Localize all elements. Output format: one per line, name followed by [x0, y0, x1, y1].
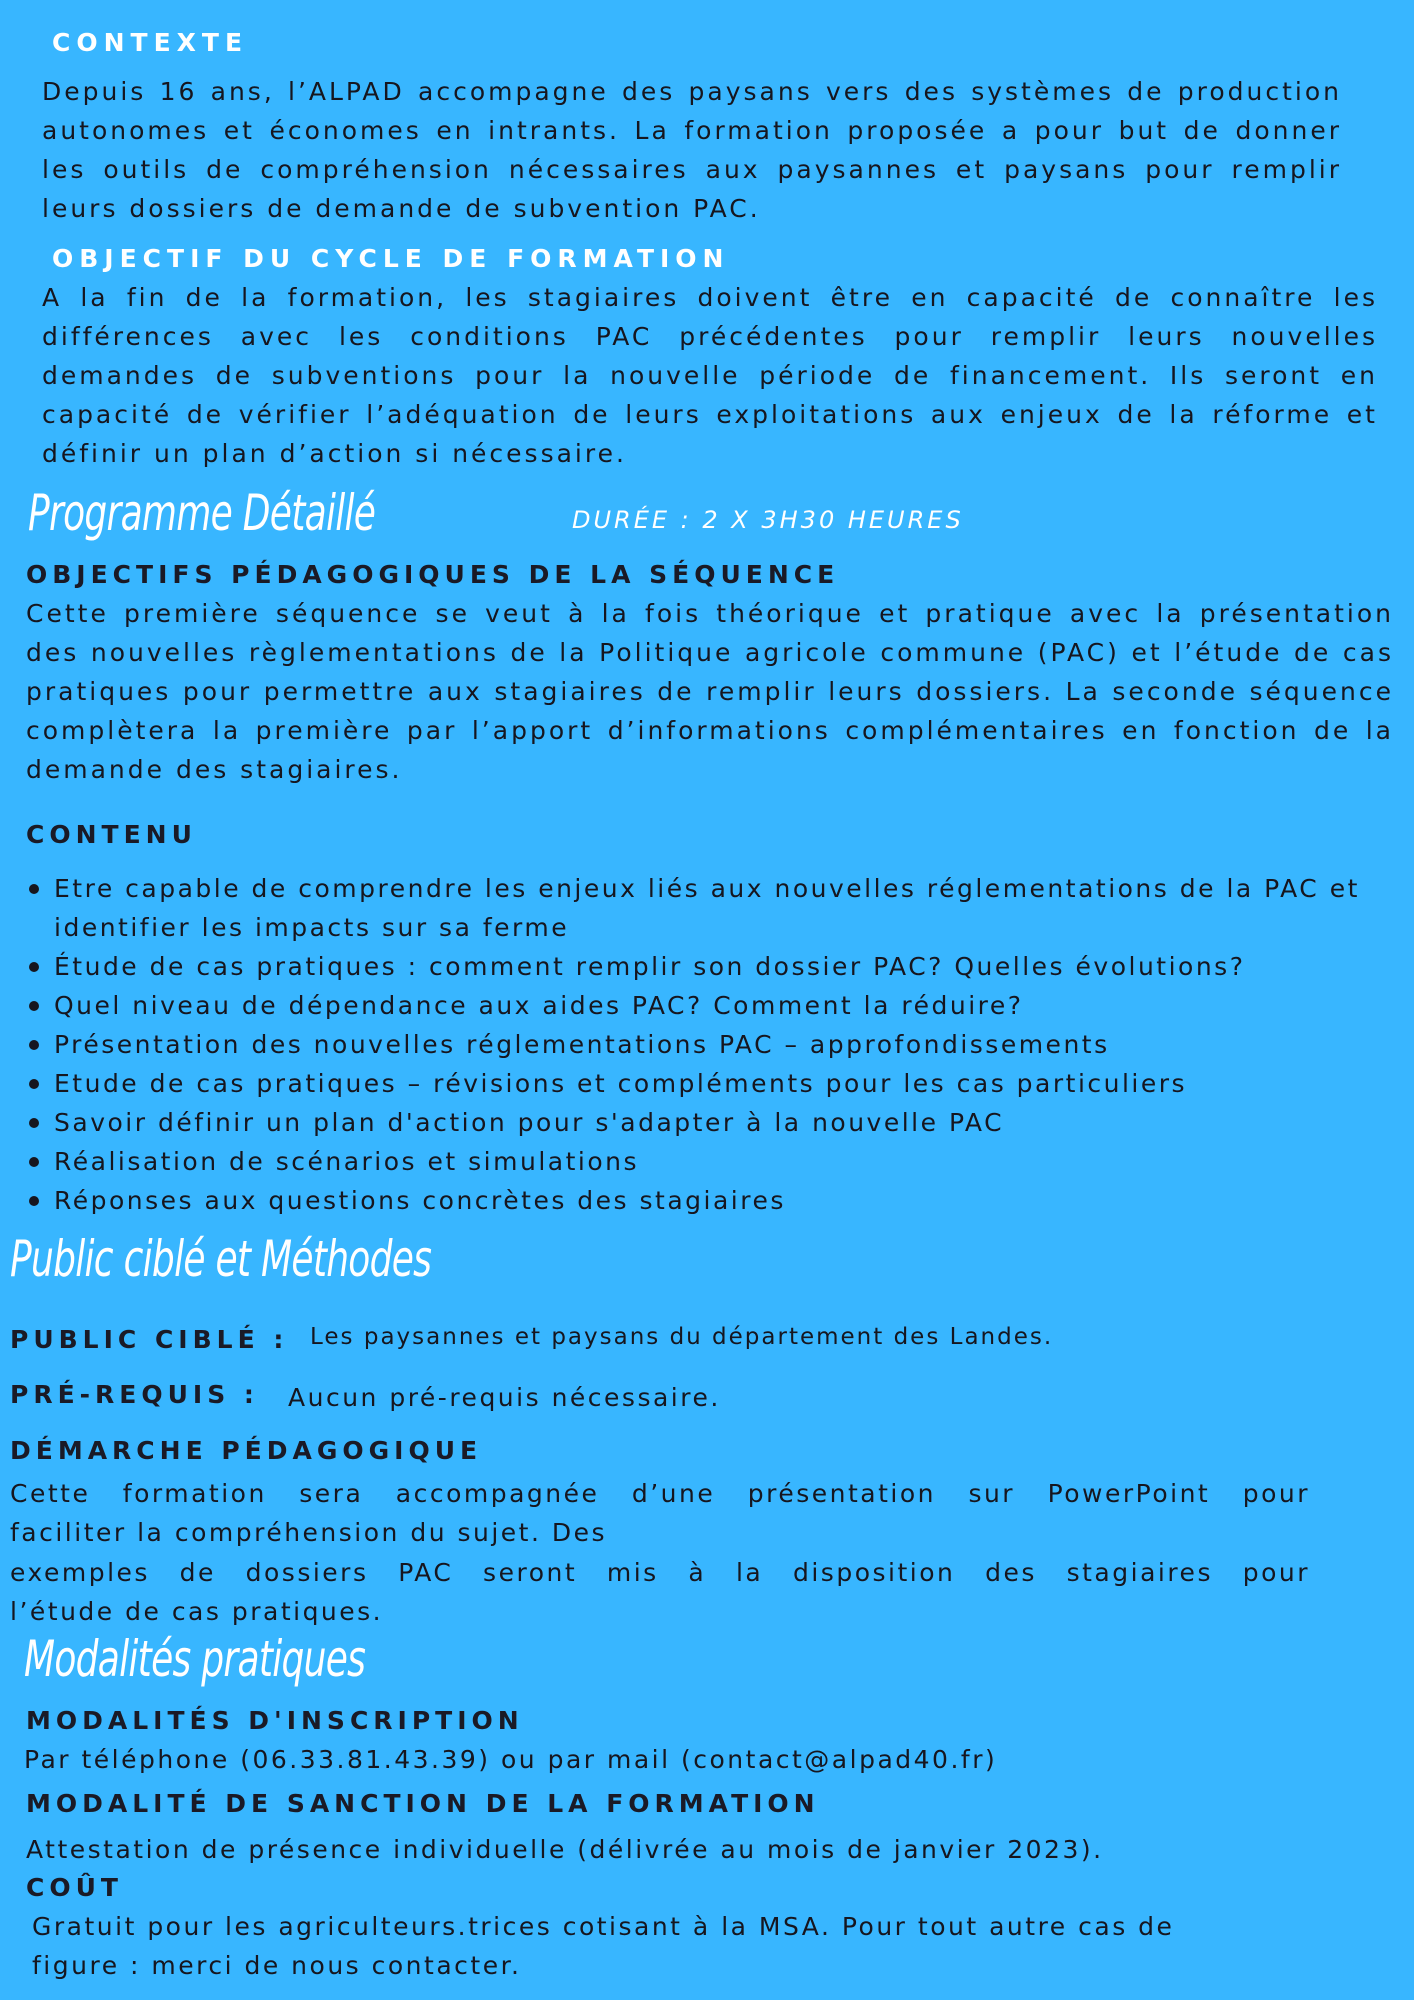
list-item: Quel niveau de dépendance aux aides PAC? Comment la réduire?: [24, 986, 1394, 1025]
list-item: Etre capable de comprendre les enjeux liés aux nouvelles réglementations de la PAC et identifier les impacts sur sa ferme: [24, 869, 1394, 947]
demarche-line-3: exemples de dossiers PAC seront mis à la disposition des stagiaires pour: [10, 1558, 1310, 1587]
objectifs-pedagogiques-heading: OBJECTIFS PÉDAGOGIQUES DE LA SÉQUENCE: [26, 560, 840, 589]
sanction-text: Attestation de présence individuelle (délivrée au mois de janvier 2023).: [26, 1835, 1104, 1864]
cout-heading: COÛT: [26, 1873, 123, 1902]
list-item: Réalisation de scénarios et simulations: [24, 1142, 1394, 1181]
contexte-text: Depuis 16 ans, l’ALPAD accompagne des paysans vers des systèmes de production autonomes et économes en intrants. La formation proposée a pour but de donner les outils de compréhension nécessaires aux paysannes et paysans pour remplir leurs dossiers de demande de subvention PAC.: [42, 77, 1342, 223]
contexte-heading: CONTEXTE: [52, 28, 249, 57]
programme-title: Programme Détaillé: [28, 484, 376, 542]
inscription-heading: MODALITÉS D'INSCRIPTION: [26, 1706, 524, 1735]
sanction-heading: MODALITÉ DE SANCTION DE LA FORMATION: [26, 1789, 820, 1818]
list-item: Étude de cas pratiques : comment remplir son dossier PAC? Quelles évolutions?: [24, 947, 1394, 986]
duree-label: DURÉE : 2 X 3H30 HEURES: [572, 506, 964, 534]
inscription-text: Par téléphone (06.33.81.43.39) ou par mail (contact@alpad40.fr): [24, 1745, 998, 1774]
demarche-heading: DÉMARCHE PÉDAGOGIQUE: [10, 1436, 483, 1465]
demarche-line-2: faciliter la compréhension du sujet. Des: [10, 1518, 608, 1547]
objectifs-pedagogiques-text: Cette première séquence se veut à la fois théorique et pratique avec la présentation des nouvelles règlementations de la Politique agricole commune (PAC) et l’étude de cas pratiques pour permettre aux stagiaires de remplir leurs dossiers. La seconde séquence complètera la première par l’apport d’informations complémentaires en fonction de la demande des stagiaires.: [26, 599, 1394, 784]
cout-line-1: Gratuit pour les agriculteurs.trices cotisant à la MSA. Pour tout autre cas de: [32, 1912, 1175, 1941]
list-item: Savoir définir un plan d'action pour s'adapter à la nouvelle PAC: [24, 1103, 1394, 1142]
modalites-title: Modalités pratiques: [24, 1630, 366, 1688]
list-item: Présentation des nouvelles réglementations PAC – approfondissements: [24, 1025, 1394, 1064]
demarche-line-4: l’étude de cas pratiques.: [10, 1597, 384, 1626]
list-item: Réponses aux questions concrètes des stagiaires: [24, 1181, 1394, 1220]
demarche-line-1: Cette formation sera accompagnée d’une présentation sur PowerPoint pour: [10, 1479, 1310, 1508]
prerequis-value: Aucun pré-requis nécessaire.: [288, 1383, 721, 1412]
list-item: Etude de cas pratiques – révisions et compléments pour les cas particuliers: [24, 1064, 1394, 1103]
objectif-text: A la fin de la formation, les stagiaires doivent être en capacité de connaître les différences avec les conditions PAC précédentes pour remplir leurs nouvelles demandes de subventions pour la nouvelle période de financement. Ils seront en capacité de vérifier l’adéquation de leurs exploitations aux enjeux de la réforme et définir un plan d’action si nécessaire.: [42, 283, 1378, 468]
contenu-list: [24, 869, 1394, 1220]
objectif-heading: OBJECTIF DU CYCLE DE FORMATION: [52, 244, 730, 273]
public-cible-label: PUBLIC CIBLÉ :: [10, 1325, 289, 1354]
public-title: Public ciblé et Méthodes: [10, 1230, 432, 1288]
prerequis-label: PRÉ-REQUIS :: [10, 1380, 259, 1409]
public-cible-value: Les paysannes et paysans du département des Landes.: [310, 1324, 1054, 1350]
contenu-heading: CONTENU: [26, 820, 197, 849]
cout-line-2: figure : merci de nous contacter.: [32, 1951, 522, 1980]
